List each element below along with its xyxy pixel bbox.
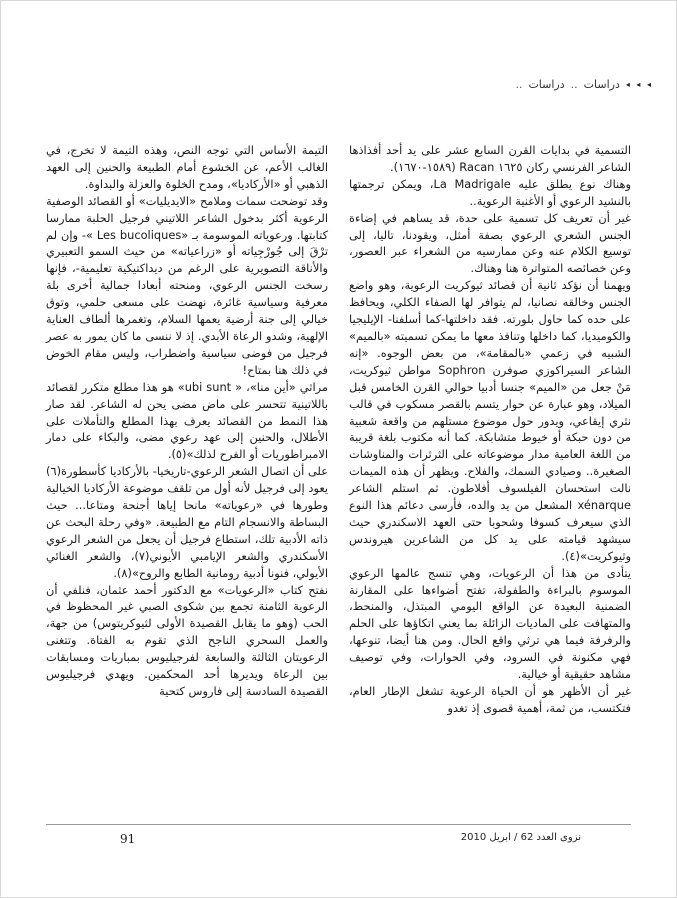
right-text-column <box>349 142 631 717</box>
paragraph: نفتح كتاب «الرعويات» مع الدكتور أحمد عثمان، فنلفي أن الرعوية الثامنة تجمع بين شكوى الصبي غير المحظوظ في الحب (وهو ما يقابل القصيدة الأولى لثيوكريتوس) من جهة، والعمل السحري الناجح الذي تقوم به الفتاة. وتتغنى الرعويتان الثالثة والسابعة لفرجيليوس بمباريات ومسابقات بين الرعاة ويديرها أحد المحكمين. ويهدي فرجيليوس القصيدة السادسة إلى فاروس كتحية <box>46 582 328 698</box>
header-section-b: دراسات <box>528 78 565 91</box>
paragraph: يتأدى من هذا أن الرعويات، وهي تنسج عالمها الرعوي الموسوم بالبراءة والطفولة، تفتح أضواءها على المقارنة الضمنية البعيدة عن الواقع اليومي المبتذل، والمنحط، والمتهافت على الماديات الزائلة بما يعني اتكاؤها على الحلم والرفرفة فيما هي ترثي واقع الحال. ومن هنا أيضا، تنوعها، فهي مكنونة في السرود، وفي الحوارات، وفي توصيف مشاهد حقيقية أو خيالية. <box>349 565 631 682</box>
paragraph: التيمة الأساس التي توجه النص، وهذه التيمة لا تخرج، في الغالب الأعم، عن الخشوع أمام الطبيعة والحنين إلى العهد الذهبي أو «الأركاديا»، ومدح الخلوة والعزلة والبداوة. <box>46 143 328 191</box>
header-arrows-icon: ◂ ◂ ◂ <box>625 80 653 89</box>
paragraph: غير أن الأظهر هو أن الحياة الرعوية تشغل الإطار العام، فتكتسب، من ثمة، أهمية قصوى إذ تغدو <box>349 684 631 715</box>
paragraph: وهناك نوع يطلق عليه La Madrigale، ويمكن ترجمتها بالنشيد الرعوي أو الأغنية الرعوية.. <box>349 176 631 208</box>
paragraph: مراثي «أين منا»، « ubi sunt» هو هذا مطلع متكرر لقصائد باللاتينية تتحسر على ماض مضى يحن له الشاعر. لقد صار هذا النمط من القصائد يعرف بهذا المطلع والتأملات على الأطلال، والحنين إلى عهد رعوي مضى، والبكاء على دمار الامبراطوريات أو الفرح لذلك»(٥). <box>46 379 329 462</box>
header-separator: .. <box>570 78 578 91</box>
header-suffix: .. <box>515 78 523 91</box>
footer-rule <box>46 824 631 825</box>
paragraph: التسمية في بدايات القرن السابع عشر على يد أحد أفذاذها الشاعر الفرنسي ركان ١٦٢٥ Racan (١٥٨٩-١٦٧٠). <box>349 143 631 174</box>
paragraph: ويهمنا أن نؤكد ثانية أن قصائد ثيوكريت الرعوية، وهو واضع الجنس وخالقه نصانيا، لم يتوافر لها الصفاء الكلي، ويحافظ على حده كما حاول بلورته. فقد داخلتها-كما أسلفنا- الإيليجيا والكوميديا، كما داخلها وتنافذ معها ما يمكن تسميته «بالميم» الشبيه في زعمي «بالمقامة»، من بعض الوجوه. «إنه الشاعر السيراكوزي صوفرن Sophron مواطن ثيوكريت، مَنْ جعل من «الميم» جنسا أدبيا حوالي القرن الخامس قبل الميلاد، وهو عبارة عن حوار يتسم بالقصر مسكوب في قالب نثري إيقاعي، ويدور حول موضوع مستلهم من واقعة شعبية من دون حبكة أو خيوط متشابكة. كما أنه مكتوب بلغة قريبة من اللغة العامية مدار موضوعاته على الثرثرات والمناوشات الصغيرة.. وصيادي السمك، والفلاح. ويظهر أن هذه الميمات نالت استحسان الفيلسوف أفلاطون. ثم استلم الشاعر xénarque المشعل من يد والده، فأرسى دعائم هذا النوع الذي سيعرف كسوفا وشحوبا حتى العهد الاسكندري حيث سيشهد قيامته على يد كل من الشاعرين هيروندس وثيوكريت»(٤). <box>349 278 631 563</box>
footer-issue-label: نزوى العدد 62 / ابريل 2010 <box>460 832 581 843</box>
paragraph: غير أن تعريف كل تسمية على حدة، قد يساهم في إضاءة الجنس الشعري الرعوي بصفة أمثل، ويقودنا، تاليا، إلى توسيع الكلام عنه وعن ممارسيه من الشعراء عبر العصور، وعن خصائصه المتواترة هنا وهناك. <box>349 210 631 276</box>
header-section-a: دراسات <box>583 78 620 91</box>
paragraph: على أن اتصال الشعر الرعوي-تاريخيا- بالأركاديا كأسطورة(٦) يعود إلى فرجيل لأنه أول من تلقف موضوعة الأركاديا الخيالية وطورها في «رعوياته» مانحا إياها أجنحة ومتاعا... حيث البساطة والانسجام التام مع الطبيعة. «وفي رحلة البحث عن ذاته الأدبية تلك، استطاع فرجيل أن يجعل من الشعر الرعوي الأسكندري والشعر الإيامبي الأيوني(٧)، والشعر الغنائي الأيولي، فنونا أدبية رومانية الطابع والروح»(٨). <box>46 464 328 580</box>
running-header <box>515 78 653 91</box>
left-text-column <box>46 142 328 700</box>
paragraph: وقد توضحت سمات وملامح «الايديليات» أو القصائد الوصفية الرعوية أكثر بدخول الشاعر اللاتيني فرجيل الحلبة ممارسا كتابتها. ورعوياته الموسومة بـ «Les bucoliques »- وإن لم ترْقَ إلى جُورْجِياته أو «زراعياته» من حيث السمو التعبيري والأناقة التصويرية على الرغم من ديداكتيكية تعليمية-، فإنها رسخت الجنس الرعوي، ومنحته أبعادا جمالية أخرى بلة معرفية وسياسية غائرة، نهضت على مسعى حلمي، وتوق خيالي إلى جنة أرضية يعمها السلام، وتغمرها ألطاف العناية الإلهية، وشدو الرعاة الأبدي. إذ لا ننسى ما كان يمور به عصر فرجيل من فوضى سياسية واضطراب، وليس مقام الخوض في ذلك هنا بمتاح! <box>46 193 328 377</box>
page-number: 91 <box>120 832 136 846</box>
